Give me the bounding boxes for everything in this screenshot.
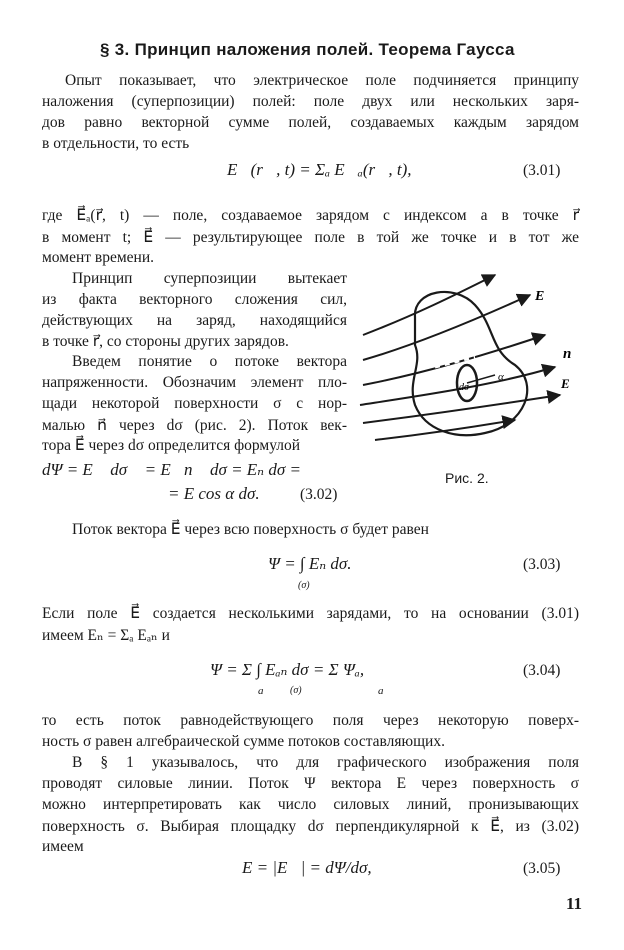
integral-subscript: (σ) bbox=[290, 685, 302, 696]
equation-3-05: E = |E⃗| = dΨ/dσ, bbox=[242, 858, 372, 877]
paragraph-8-line: имеем bbox=[42, 838, 84, 855]
paragraph-4-line: напряженности. Обозначим элемент пло- bbox=[42, 374, 347, 391]
figure-caption: Рис. 2. bbox=[445, 470, 489, 486]
equation-number: (3.03) bbox=[523, 556, 561, 573]
paragraph-3-line: Принцип суперпозиции вытекает bbox=[72, 270, 347, 287]
equation-number: (3.01) bbox=[523, 162, 561, 179]
paragraph-2-line: где E⃗ₐ(r⃗, t) — поле, создаваемое зарядом с индексом a в точке r⃗ bbox=[42, 207, 579, 224]
E-label-top: E bbox=[535, 289, 545, 304]
equation-3-04: Ψ = Σ ∫ Eₐₙ dσ = Σ Ψₐ, bbox=[210, 660, 365, 679]
paragraph-3-line: действующих на заряд, находящийся bbox=[42, 312, 347, 329]
n-label: n bbox=[563, 346, 572, 362]
paragraph-1-line: дов равно векторной сумме полей, создаваемых каждым зарядом bbox=[42, 114, 579, 131]
paragraph-8-line: можно интерпретировать как число силовых линий, пронизывающих bbox=[42, 796, 579, 813]
section-heading: § 3. Принцип наложения полей. Теорема Гаусса bbox=[100, 40, 515, 59]
paragraph-8-line: В § 1 указывалось, что для графического изображения поля bbox=[72, 754, 579, 771]
integral-subscript: (σ) bbox=[298, 580, 310, 591]
alpha-label: α bbox=[498, 371, 504, 383]
paragraph-4-line: щади некоторой поверхности σ с нор- bbox=[42, 395, 347, 412]
sum-subscript: a bbox=[378, 685, 384, 697]
page-number: 11 bbox=[566, 894, 583, 913]
equation-number: (3.05) bbox=[523, 860, 561, 877]
paragraph-4-line: тора E⃗ через dσ определится формулой bbox=[42, 437, 301, 454]
equation-3-01: E⃗(r⃗, t) = Σₐ E⃗ₐ(r⃗, t), bbox=[227, 160, 412, 179]
paragraph-5: Поток вектора E⃗ через всю поверхность σ будет равен bbox=[72, 521, 429, 538]
paragraph-8-line: проводят силовые линии. Поток Ψ вектора E через поверхность σ bbox=[42, 775, 579, 792]
equation-3-02-line-2: = E cos α dσ. bbox=[168, 484, 260, 503]
paragraph-3-line: из факта векторного сложения сил, bbox=[42, 291, 347, 308]
field-lines bbox=[360, 275, 560, 440]
paragraph-4-line: малью n⃗ через dσ (рис. 2). Поток век- bbox=[42, 417, 347, 434]
paragraph-7-line: то есть поток равнодействующего поля через некоторую поверх- bbox=[42, 712, 579, 729]
figure-2 bbox=[355, 255, 595, 455]
paragraph-2-line: момент времени. bbox=[42, 249, 154, 266]
paragraph-2-line: в момент t; E⃗ — результирующее поле в той же точке и в тот же bbox=[42, 229, 579, 246]
equation-3-03: Ψ = ∫ Eₙ dσ. bbox=[268, 554, 352, 573]
paragraph-8-line: поверхность σ. Выбирая площадку dσ перпендикулярной к E⃗, из (3.02) bbox=[42, 818, 579, 835]
equation-3-02-line-1: dΨ = E⃗ dσ⃗ = E⃗n⃗ dσ = Eₙ dσ = bbox=[42, 460, 301, 479]
equation-number: (3.04) bbox=[523, 662, 561, 679]
paragraph-6-line: Если поле E⃗ создается несколькими зарядами, то на основании (3.01) bbox=[42, 605, 579, 622]
paragraph-3-line: в точке r⃗, со стороны других зарядов. bbox=[42, 333, 289, 350]
paragraph-7-line: ность σ равен алгебраической сумме потоков составляющих. bbox=[42, 733, 445, 750]
paragraph-1-line: в отдельности, то есть bbox=[42, 135, 190, 152]
sum-subscript: a bbox=[258, 685, 264, 697]
paragraph-1-line: наложения (суперпозиции) полей: поле двух или нескольких заря- bbox=[42, 93, 579, 110]
paragraph-6-line: имеем Eₙ = Σₐ Eₐₙ и bbox=[42, 627, 170, 644]
dsigma-label: dσ bbox=[459, 382, 469, 393]
paragraph-4-line: Введем понятие о потоке вектора bbox=[72, 353, 347, 370]
E-label: E bbox=[561, 376, 570, 391]
equation-number: (3.02) bbox=[300, 486, 338, 503]
paragraph-1-line: Опыт показывает, что электрическое поле подчиняется принципу bbox=[65, 72, 579, 89]
